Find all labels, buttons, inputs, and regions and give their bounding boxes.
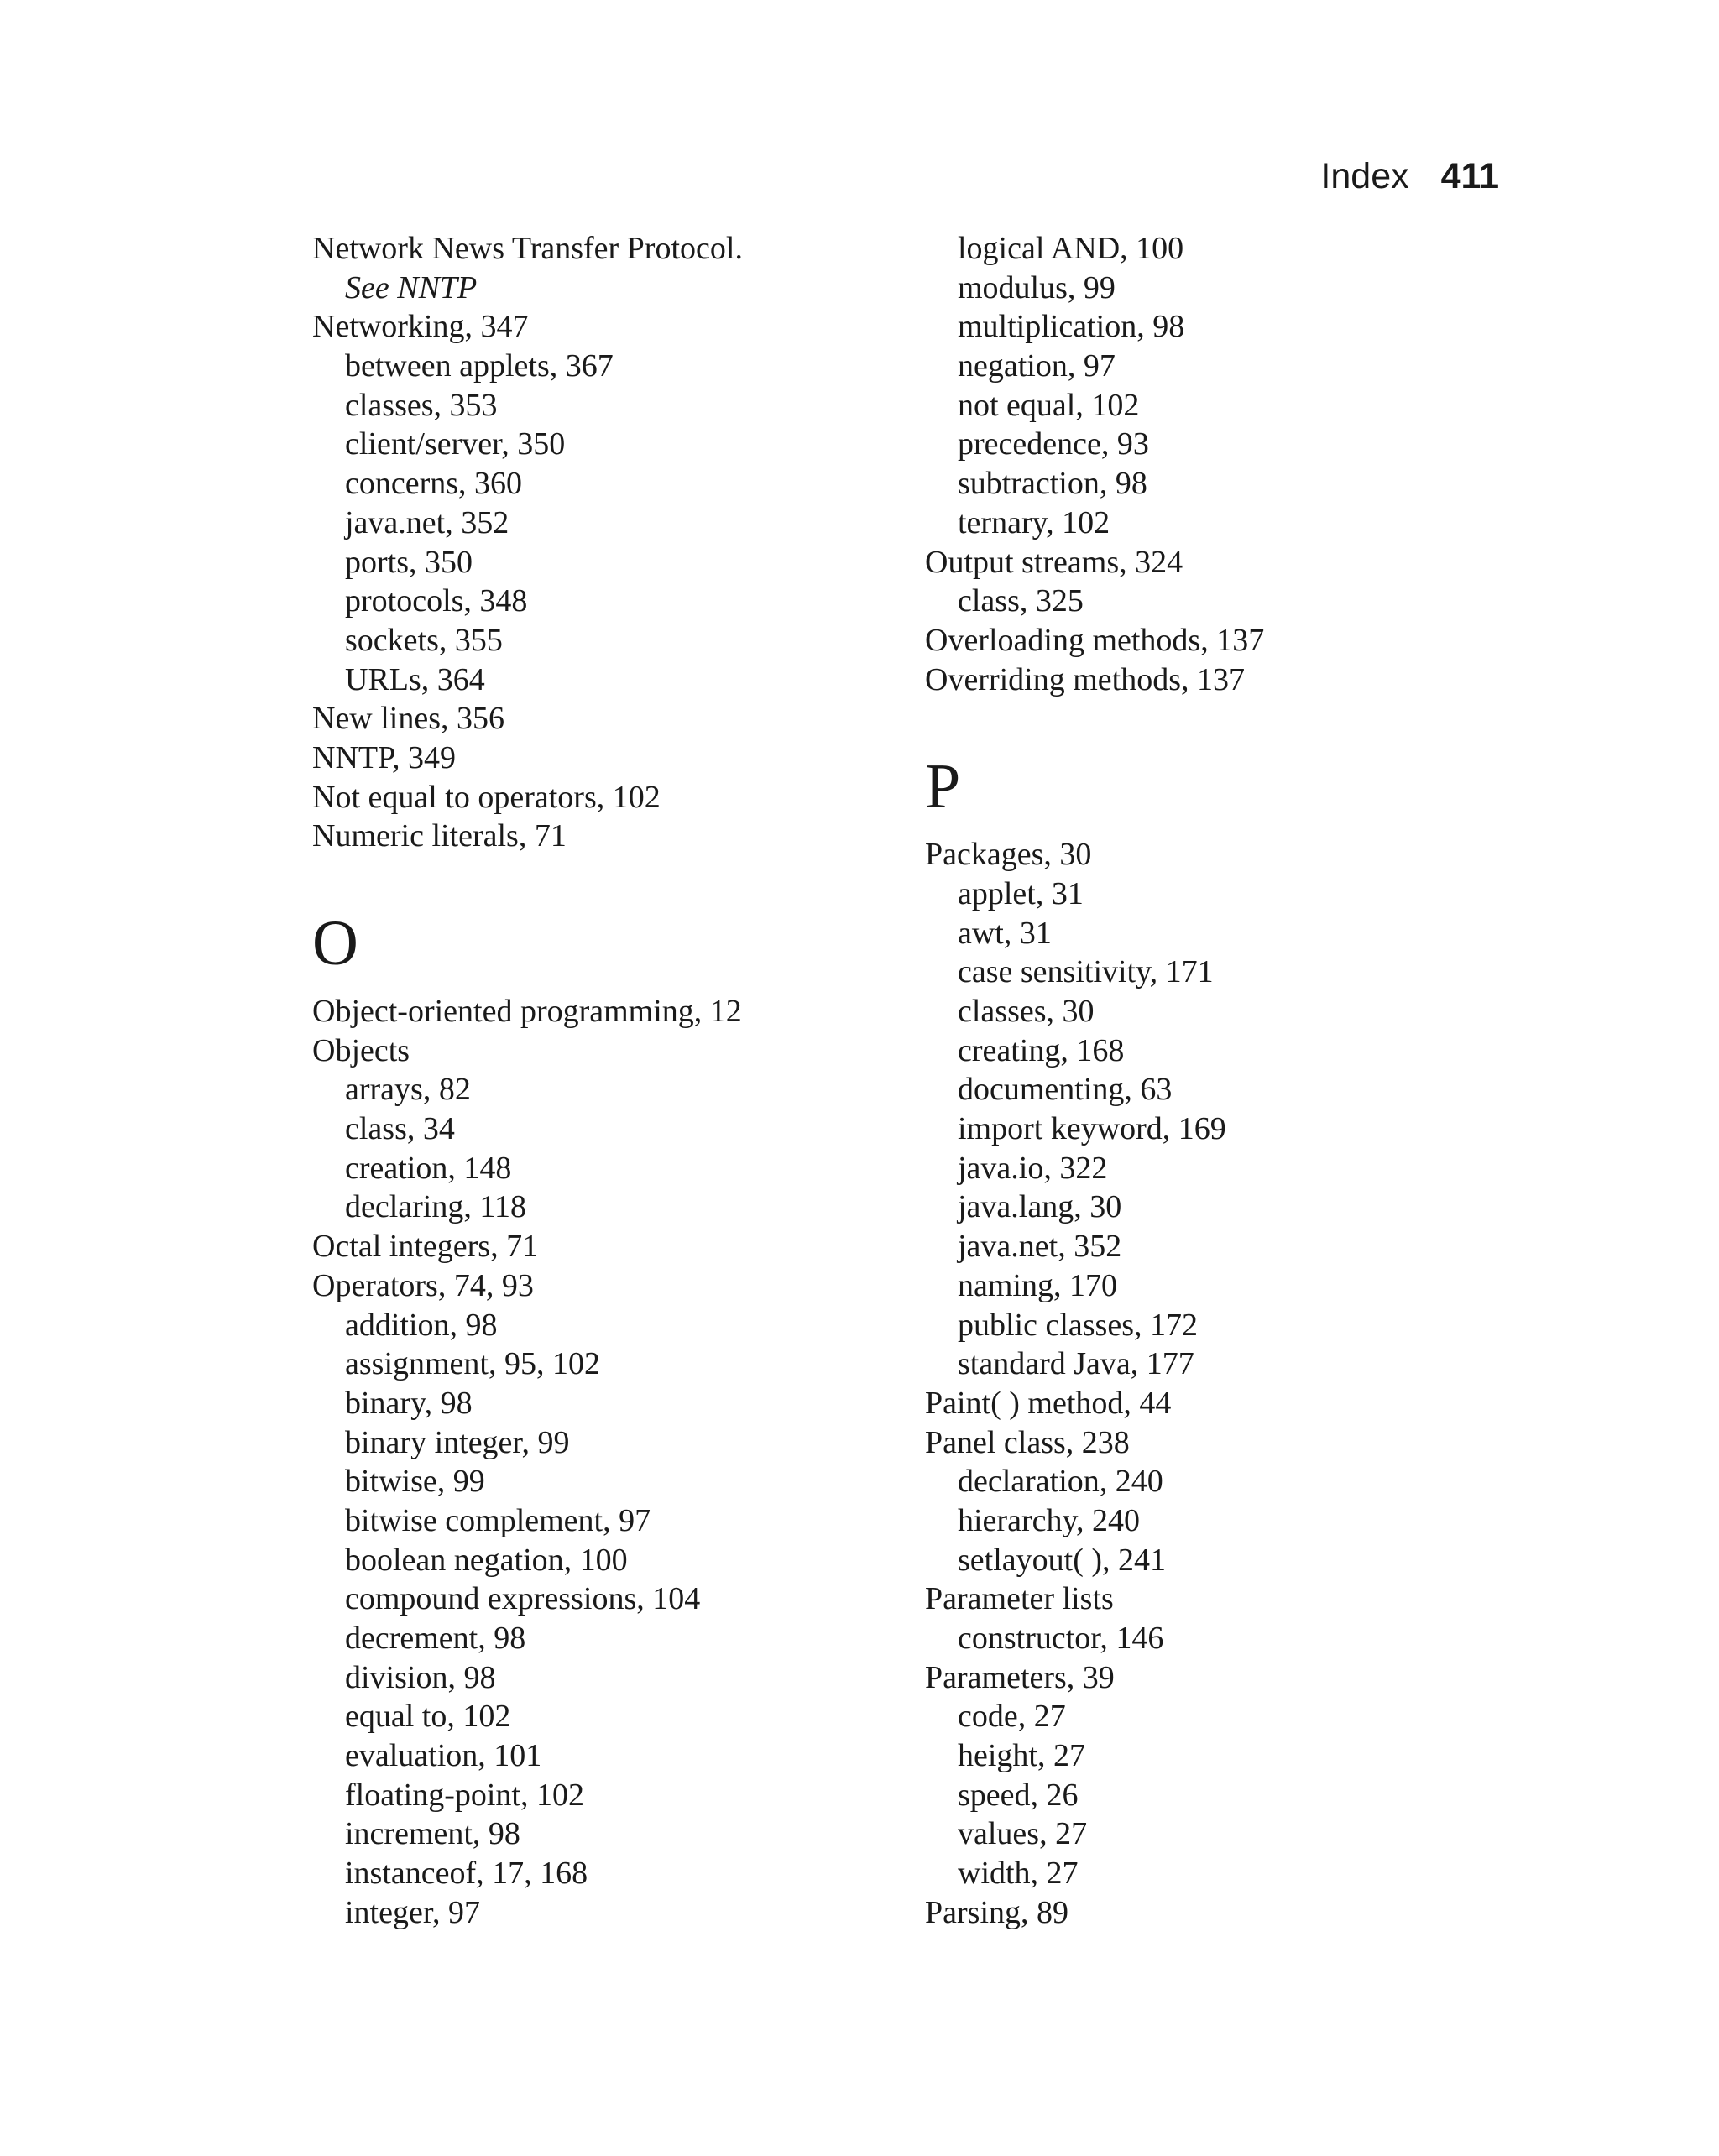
index-subentry: assignment, 95, 102	[345, 1346, 600, 1382]
index-subentry: subtraction, 98	[958, 466, 1147, 502]
index-column-left	[312, 229, 900, 1933]
index-see-reference: See NNTP	[345, 269, 478, 305]
index-subentry: addition, 98	[345, 1307, 498, 1343]
index-subentry: between applets, 367	[345, 348, 614, 384]
index-subentry: hierarchy, 240	[958, 1502, 1140, 1538]
index-entry: Octal integers, 71	[312, 1229, 539, 1265]
index-subentry: binary integer, 99	[345, 1424, 570, 1460]
index-subentry: declaring, 118	[345, 1189, 526, 1225]
index-subentry: increment, 98	[345, 1816, 520, 1852]
index-subentry: creating, 168	[958, 1032, 1125, 1068]
index-subentry: standard Java, 177	[958, 1346, 1194, 1382]
index-entry: Object-oriented programming, 12	[312, 994, 742, 1029]
index-subentry: classes, 30	[958, 994, 1095, 1029]
section-letter: P	[925, 751, 961, 822]
index-subentry: java.lang, 30	[958, 1189, 1122, 1225]
index-entry: Objects	[312, 1032, 410, 1068]
index-subentry: bitwise, 99	[345, 1464, 485, 1500]
index-subentry: classes, 353	[345, 387, 498, 423]
index-entry: Networking, 347	[312, 309, 529, 345]
index-subentry: java.net, 352	[958, 1229, 1122, 1265]
index-subentry: speed, 26	[958, 1777, 1079, 1813]
index-subentry: client/server, 350	[345, 426, 566, 462]
index-subentry: compound expressions, 104	[345, 1581, 701, 1617]
index-subentry: creation, 148	[345, 1150, 512, 1186]
index-subentry: class, 34	[345, 1111, 455, 1147]
index-subentry: applet, 31	[958, 875, 1084, 911]
index-entry: New lines, 356	[312, 701, 505, 737]
index-subentry: sockets, 355	[345, 622, 503, 658]
index-subentry: height, 27	[958, 1738, 1085, 1774]
index-subentry: naming, 170	[958, 1267, 1117, 1303]
index-subentry: decrement, 98	[345, 1621, 526, 1656]
index-subentry: ports, 350	[345, 544, 473, 580]
index-entry: NNTP, 349	[312, 739, 457, 775]
index-subentry: logical AND, 100	[958, 231, 1184, 266]
running-head-label: Index	[1320, 156, 1409, 196]
running-head	[1320, 151, 1499, 201]
index-subentry: integer, 97	[345, 1894, 480, 1930]
index-subentry: values, 27	[958, 1816, 1088, 1852]
index-subentry: negation, 97	[958, 348, 1116, 384]
index-subentry: URLs, 364	[345, 661, 485, 697]
index-subentry: concerns, 360	[345, 466, 523, 502]
index-entry: Overriding methods, 137	[925, 661, 1246, 697]
index-subentry: boolean negation, 100	[345, 1542, 628, 1578]
index-subentry: java.net, 352	[345, 504, 509, 540]
index-entry: Network News Transfer Protocol.	[312, 231, 743, 266]
index-subentry: code, 27	[958, 1699, 1066, 1735]
index-subentry: modulus, 99	[958, 269, 1116, 305]
index-subentry: class, 325	[958, 583, 1084, 619]
index-entry: Numeric literals, 71	[312, 818, 567, 854]
index-subentry: setlayout( ), 241	[958, 1542, 1167, 1578]
index-subentry: multiplication, 98	[958, 309, 1185, 345]
index-subentry: floating-point, 102	[345, 1777, 584, 1813]
index-subentry: binary, 98	[345, 1385, 473, 1421]
index-subentry: import keyword, 169	[958, 1111, 1226, 1147]
index-subentry: not equal, 102	[958, 387, 1140, 423]
index-subentry: ternary, 102	[958, 504, 1110, 540]
index-entry: Not equal to operators, 102	[312, 779, 661, 815]
index-subentry: width, 27	[958, 1856, 1079, 1892]
index-subentry: division, 98	[345, 1659, 496, 1695]
index-entry: Parsing, 89	[925, 1894, 1068, 1930]
index-entry: Output streams, 324	[925, 544, 1183, 580]
index-subentry: arrays, 82	[345, 1072, 471, 1108]
page-number: 411	[1440, 156, 1499, 196]
index-entry: Operators, 74, 93	[312, 1267, 534, 1303]
index-subentry: constructor, 146	[958, 1621, 1164, 1656]
index-subentry: protocols, 348	[345, 583, 528, 619]
index-entry: Panel class, 238	[925, 1424, 1130, 1460]
index-column-right	[925, 229, 1513, 1933]
index-entry: Parameter lists	[925, 1581, 1114, 1617]
index-subentry: documenting, 63	[958, 1072, 1173, 1108]
index-subentry: declaration, 240	[958, 1464, 1163, 1500]
index-subentry: java.io, 322	[958, 1150, 1108, 1186]
index-entry: Paint( ) method, 44	[925, 1385, 1172, 1421]
index-subentry: precedence, 93	[958, 426, 1149, 462]
index-subentry: instanceof, 17, 168	[345, 1856, 588, 1892]
index-entry: Packages, 30	[925, 837, 1092, 873]
index-entry: Overloading methods, 137	[925, 622, 1265, 658]
index-subentry: public classes, 172	[958, 1307, 1199, 1343]
index-subentry: equal to, 102	[345, 1699, 511, 1735]
index-entry: Parameters, 39	[925, 1659, 1115, 1695]
index-subentry: awt, 31	[958, 915, 1052, 951]
index-subentry: evaluation, 101	[345, 1738, 542, 1774]
index-subentry: case sensitivity, 171	[958, 954, 1214, 990]
index-subentry: bitwise complement, 97	[345, 1502, 651, 1538]
section-letter: O	[312, 908, 358, 979]
